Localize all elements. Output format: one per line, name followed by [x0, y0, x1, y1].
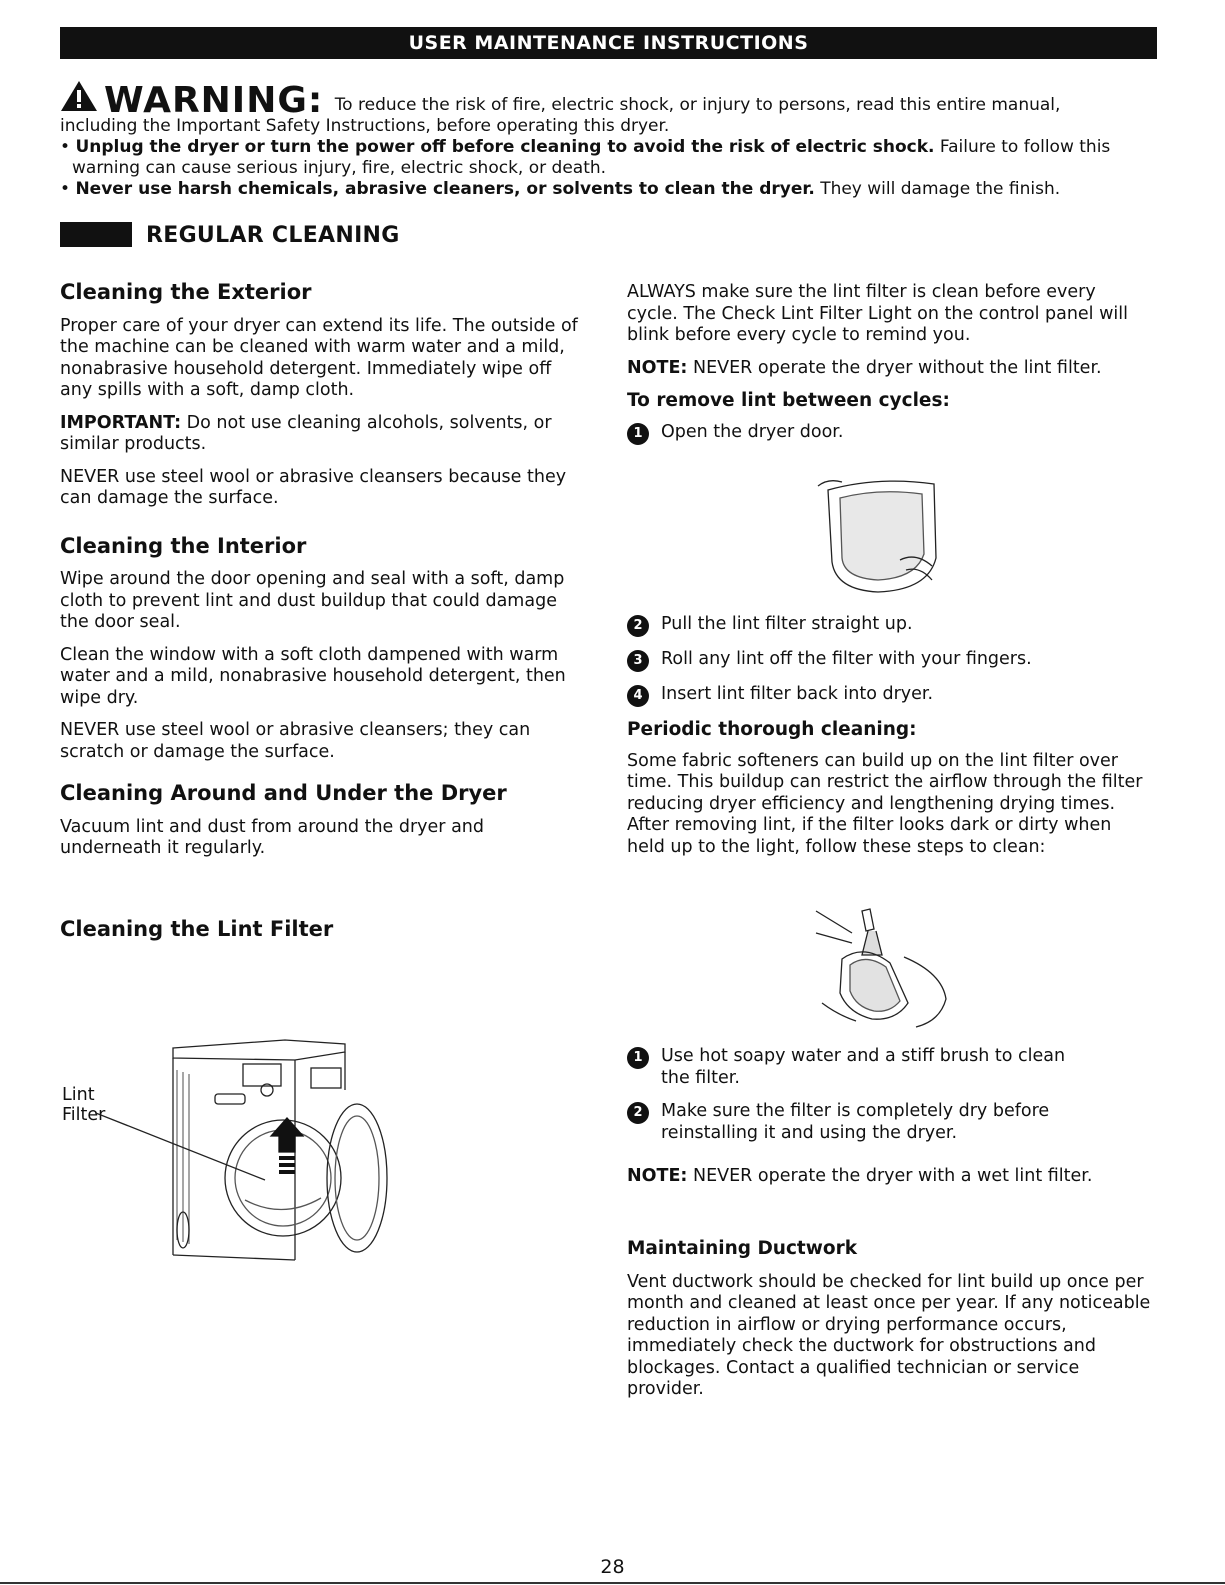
exterior-paragraph: Proper care of your dryer can extend its life. The outside of the machine can be cleaned with warm water and a mild, nonabrasive household detergent. Immediately wipe off any spills with a soft, damp cloth.	[60, 315, 578, 400]
lint-label-line-1: Lint	[62, 1085, 95, 1105]
warning-text: To reduce the risk of fire, electric shock, or injury to persons, read this entire manual,	[334, 95, 1061, 115]
page-number: 28	[600, 1556, 625, 1578]
step-number-badge: 2	[627, 615, 649, 637]
note-1-label: NOTE:	[627, 357, 688, 378]
periodic-step-2	[627, 1101, 1152, 1144]
note-1	[627, 358, 1152, 380]
remove-lint-heading: To remove lint between cycles:	[627, 390, 950, 411]
warning-bullet-1-cont: warning can cause serious injury, fire, electric shock, or death.	[72, 158, 607, 178]
ductwork-block	[627, 1238, 1157, 1412]
step-text: Insert lint filter back into dryer.	[661, 684, 934, 704]
periodic-step-1	[627, 1046, 1152, 1089]
page-banner: USER MAINTENANCE INSTRUCTIONS	[60, 27, 1157, 59]
step-number-badge: 2	[627, 1102, 649, 1124]
ductwork-paragraph: Vent ductwork should be checked for lint build up once per month and cleaned at least once per year. If any noticeable reduction in airflow or drying performance occurs, immediately check the ductwork for obstructions and blockages. Contact a qualified technician or service provider.	[627, 1271, 1151, 1399]
step-text: Use hot soapy water and a stiff brush to clean the filter.	[661, 1046, 1066, 1088]
interior-paragraph-3: NEVER use steel wool or abrasive cleansers; they can scratch or damage the surface.	[60, 720, 531, 762]
periodic-paragraph: Some fabric softeners can build up on the lint filter over time. This buildup can restrict the airflow through the filter reducing dryer efficiency and lengthening drying times. After removing lint, if the filter looks dark or dirty when held up to the light, follow these steps to clean:	[627, 750, 1143, 857]
step-text: Make sure the filter is completely dry before reinstalling it and using the dryer.	[661, 1101, 1050, 1143]
warning-bullet-2: • Never use harsh chemicals, abrasive cleaners, or solvents to clean the dryer. They will damage the finish.	[60, 179, 1061, 199]
warning-block	[60, 80, 1160, 200]
exterior-heading: Cleaning the Exterior	[60, 280, 312, 304]
lint-always-paragraph: ALWAYS make sure the lint filter is clean before every cycle. The Check Lint Filter Light on the control panel will blink before every cycle to remind you.	[627, 282, 1129, 345]
ductwork-heading: Maintaining Ductwork	[627, 1238, 858, 1259]
left-column	[60, 282, 580, 871]
periodic-steps	[627, 1046, 1152, 1199]
step-number-badge: 3	[627, 650, 649, 672]
interior-heading: Cleaning the Interior	[60, 533, 307, 558]
periodic-heading: Periodic thorough cleaning:	[627, 719, 917, 740]
note-2	[627, 1166, 1152, 1188]
interior-paragraph-2: Clean the window with a soft cloth dampened with warm water and a mild, nonabrasive household detergent, then wipe dry.	[60, 644, 566, 708]
exterior-never-paragraph: NEVER use steel wool or abrasive cleansers because they can damage the surface.	[60, 466, 567, 508]
remove-steps-rest	[627, 614, 1152, 869]
step-text: Pull the lint filter straight up.	[661, 614, 913, 634]
dryer-illustration	[95, 1030, 415, 1275]
around-paragraph: Vacuum lint and dust from around the dryer and underneath it regularly.	[60, 816, 484, 858]
section-title: REGULAR CLEANING	[146, 223, 400, 248]
step-number-badge: 4	[627, 685, 649, 707]
lint-filter-illustration	[808, 470, 948, 600]
remove-step-4	[627, 684, 1152, 707]
remove-step-3	[627, 649, 1152, 672]
step-number-badge: 1	[627, 1047, 649, 1069]
brush-cleaning-illustration	[812, 903, 962, 1033]
warning-bullet-1: • Unplug the dryer or turn the power off before cleaning to avoid the risk of electric shock. Failure to follow this	[60, 137, 1111, 157]
warning-bullet-1-bold: Unplug the dryer or turn the power off before cleaning to avoid the risk of electric shock.	[75, 137, 935, 157]
note-2-text: NEVER operate the dryer with a wet lint filter.	[693, 1166, 1093, 1186]
lint-filter-heading: Cleaning the Lint Filter	[60, 917, 334, 941]
note-1-text: NEVER operate the dryer without the lint filter.	[693, 357, 1102, 378]
remove-step-2	[627, 614, 1152, 637]
note-2-label: NOTE:	[627, 1166, 688, 1186]
bottom-rule	[0, 1582, 1225, 1584]
step-text: Open the dryer door.	[661, 421, 844, 442]
warning-bullet-2-text: They will damage the finish.	[820, 179, 1061, 199]
interior-paragraph-1: Wipe around the door opening and seal with a soft, damp cloth to prevent lint and dust buildup that could damage the door seal.	[60, 569, 565, 632]
warning-word: WARNING:	[104, 80, 324, 121]
lint-label-line-2: Filter	[62, 1105, 106, 1125]
warning-text-2: including the Important Safety Instructions, before operating this dryer.	[60, 116, 670, 136]
warning-triangle-icon	[60, 80, 98, 112]
warning-bullet-1-text: Failure to follow this	[939, 137, 1111, 157]
remove-step-1	[627, 422, 1152, 445]
important-paragraph	[60, 413, 580, 456]
section-marker	[60, 222, 132, 247]
important-text: Do not use cleaning alcohols, solvents, or similar products.	[60, 412, 552, 454]
step-number-badge: 1	[627, 423, 649, 445]
right-column	[627, 282, 1152, 445]
around-heading: Cleaning Around and Under the Dryer	[60, 781, 507, 805]
warning-bullet-2-bold: Never use harsh chemicals, abrasive cleaners, or solvents to clean the dryer.	[75, 179, 815, 199]
important-label: IMPORTANT:	[60, 412, 182, 433]
step-text: Roll any lint off the filter with your fingers.	[661, 649, 1032, 669]
